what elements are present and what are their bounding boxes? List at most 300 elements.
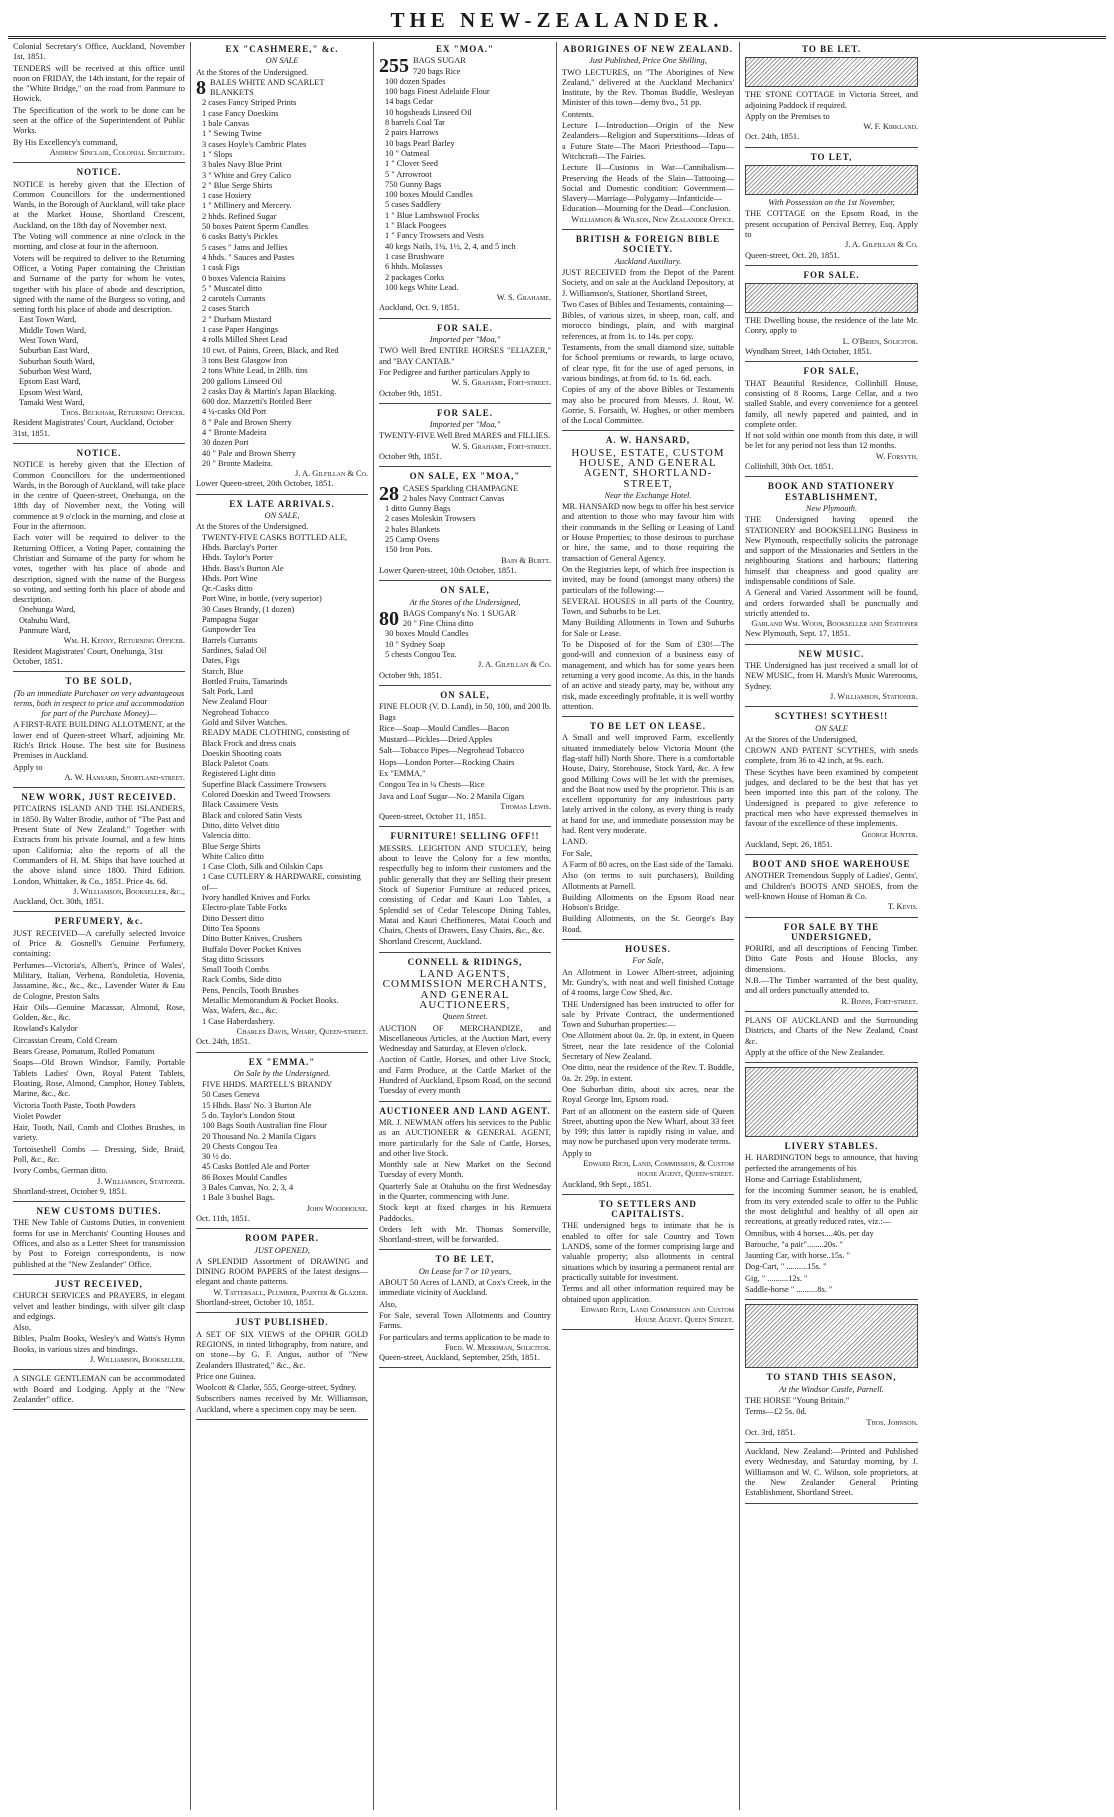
ad-heading: A. W. HANSARD, (605, 435, 691, 446)
ad-heading: BOOT AND SHOE WAREHOUSE (752, 859, 911, 870)
ad-paragraph: One Allotment about 0a. 2r. 0p. in extent, in Queen Street, near the late residence of the Colonial Secretary of New Zealand. (562, 1031, 734, 1062)
list-item: 4 rolls Milled Sheet Lead (202, 335, 288, 345)
list-item: Black Paletot Coats (202, 759, 269, 769)
ad-paragraph: MESSRS. LEIGHTON AND STUCLEY, being about to leave the Colony for a few months, respectfully beg to inform their customers and the public generally that they are Selling their present Stock of Superior Furniture at reduced prices, consisting of Cedar and Kauri Loo Tables, a Splendid set of Cedar Telescope Dining Tables, Matai and Kauri Cheffioneres, Matai Couch and Chairs, Chests of Drawers, Easy Chairs, &c., &c. (379, 843, 551, 936)
signature: T. Kevis. (887, 902, 918, 912)
ad-paragraph: Apply on the Premises to (745, 111, 830, 121)
ad-paragraph: A Small and well improved Farm, excellently situated immediately below Victoria Mount (the flag-staff hill) North Shore. There is a comfortable House, Dairy, Storehouse, Stock Yard, &c. A few good Milking Cows will be let with the premises, and the Boat now used by the proprietor. This is an excellent opportunity for any industrious party lately arrived in the colony, as every thing is ready at hand for use, and immediate possession may be had. Rent very moderate. (562, 733, 734, 836)
lot-number: 8 (196, 76, 206, 99)
advertisement (379, 957, 551, 1102)
signature: J. A. Gilfillan & Co. (295, 469, 368, 479)
list-item: 100 dozen Spades (385, 76, 446, 86)
list-item: Salt Pork, Lard (202, 687, 253, 697)
list-item: 600 doz. Mazzetti's Bottled Beer (202, 397, 312, 407)
column-2 (191, 42, 374, 1810)
lot-number: 255 (379, 55, 409, 78)
ad-subheading: On Sale by the Undersigned. (233, 1068, 331, 1078)
signature: J. Williamson, Bookseller, &c., (73, 886, 185, 896)
list-item: 1 " Slops (202, 149, 233, 159)
ad-paragraph: Terms and all other information required may be obtained upon application. (562, 1284, 734, 1304)
horse-illustration (745, 1304, 918, 1368)
ad-paragraph: Apply at the office of the New Zealander. (745, 1047, 885, 1057)
list-item: 30 Cases Brandy, (1 dozen) (202, 604, 295, 614)
cart-illustration (745, 1067, 918, 1137)
ad-paragraph: Soaps—Old Brown Windsor, Family, Portable Tablets Ladies' Own, Royal Patent Tablets, Floating, Rose, Almond, Camphor, Honey Tablets, Marine, &c., &c. (13, 1058, 185, 1099)
ad-paragraph: For particulars and terms application to be made to (379, 1332, 550, 1342)
dateline: Queen-street, Oct. 20, 1851. (745, 250, 840, 260)
list-item: 10 " Sydney Soap (385, 639, 445, 649)
advertisement (562, 944, 734, 1195)
signature: Bain & Burtt. (501, 555, 551, 565)
list-item: TWENTY-FIVE CASKS BOTTLED ALE, (202, 532, 348, 542)
ad-paragraph: TWO LECTURES, on "The Aborigines of New Zealand," delivered at the Auckland Mechanics' Institute, by the Rev. Thomas Buddle, Wesleyan Minister of this town—demy 8vo., 51 pp. (562, 67, 734, 108)
ad-subheading: Auckland Auxiliary. (614, 256, 682, 266)
ad-paragraph: THE Undersigned having opened the STATIONERY and BOOKSELLING Business in New Plymouth, respectfully solicits the patronage and support of the Missionaries and Settlers in the neighbouring Stations and harbours; flattering himself that cheapness and good quality are indispensable conditions of Sale. (745, 515, 918, 586)
signature: J. A. Gilfillan & Co. (845, 240, 918, 250)
masthead-rule (8, 36, 1106, 39)
dateline: Shortland-street, October 9, 1851. (13, 1186, 127, 1196)
advertisement (13, 792, 185, 912)
list-item: 50 Cases Geneva (202, 1090, 260, 1100)
list-item: Barrels Currants (202, 635, 258, 645)
list-item: 100 kegs White Lead. (385, 282, 459, 292)
list-item: 1 Case CUTLERY & HARDWARE, consisting of— (202, 872, 361, 892)
list-item: 5 cases " Jams and Jellies (202, 242, 288, 252)
list-item: Suburban South Ward, (19, 356, 95, 366)
column-4 (557, 42, 740, 1810)
ad-heading: EX "EMMA." (248, 1056, 316, 1067)
list-item: Black Cassimere Vests (202, 800, 279, 810)
signature: Thomas Lewis. (500, 801, 551, 811)
list-item: 1 " Fancy Trowsers and Vests (385, 231, 484, 241)
signature: Edward Rich, Land, Commission, & Custom house Agent, Queen-street. (583, 1158, 734, 1179)
list-item: 0 boxes Valencia Raisins (202, 273, 286, 283)
dateline: New Plymouth, Sept. 17, 1851. (745, 629, 851, 639)
list-item: 2 hhds. Refined Sugar (202, 211, 277, 221)
ad-paragraph: Horse and Carriage Establishment, (745, 1175, 862, 1185)
ad-paragraph: Subscribers names received by Mr. Williamson, Auckland, where a specimen copy may be seen. (196, 1394, 368, 1414)
dateline: Oct. 11th, 1851. (196, 1213, 250, 1223)
dateline: Oct. 24th, 1851. (196, 1037, 251, 1047)
ad-paragraph: LAND. (562, 837, 588, 847)
dateline: Resident Magistrates' Court, Onehunga, 31st October, 1851. (13, 646, 163, 666)
signature: Charles Davis, Wharf, Queen-street. (236, 1026, 368, 1036)
list-item: 50 boxes Patent Sperm Candles (202, 222, 309, 232)
ad-heading: NOTICE. (76, 167, 122, 178)
list-item: 2 bales Navy Contract Canvas (403, 493, 505, 503)
list-item: 1 " Black Poogees (385, 221, 447, 231)
ad-paragraph: For Sale, several Town Allotments and Country Farms. (379, 1310, 551, 1331)
cottage-illustration (745, 57, 918, 87)
signature: Andrew Sinclair, Colonial Secretary. (49, 147, 185, 157)
list-item: 2 " Durham Mustard (202, 314, 272, 324)
ad-paragraph: If not sold within one month from this date, it will be let for any period not less than 12 months. (745, 431, 918, 451)
ad-heading: ON SALE, (440, 689, 490, 700)
list-item: 10 cwt. of Paints, Green, Black, and Red (202, 345, 339, 355)
ad-paragraph: THE COTTAGE on the Epsom Road, in the present occupation of Percival Berrey, Esq. Apply to (745, 209, 918, 239)
list-item: Starch, Blue (202, 666, 244, 676)
list-item: 2 tons White Lead, in 28lb. tins (202, 366, 308, 376)
list-item: 1 " Blue Lambswool Frocks (385, 210, 480, 220)
ad-paragraph: Hair, Tooth, Nail, Comb and Clothes Brushes, in variety. (13, 1123, 185, 1143)
dateline: Oct. 3rd, 1851. (745, 1427, 796, 1437)
ad-subheading: Queen Street. (442, 1012, 488, 1022)
advertisement (196, 499, 368, 1053)
ad-paragraph: Circassian Cream, Cold Cream (13, 1035, 118, 1045)
signature: Thos. Johnson. (866, 1417, 918, 1427)
list-item: 1 case Fancy Doeskins (202, 108, 279, 118)
ad-display-line: LAND AGENTS, COMMISSION MERCHANTS, AND GENERAL AUCTIONEERS, (382, 968, 548, 1011)
ad-heading: ABORIGINES OF NEW ZEALAND. (562, 44, 734, 54)
ad-paragraph: Woolcott & Clarke, 555, George-street, Sydney. (196, 1383, 357, 1393)
ad-paragraph: Perfumes—Victoria's, Albert's, Prince of Wales', Military, Italian, Verbena, Rondoletia, Hovenia, Jassamine, &c., &c., &c., Lavender Water & Eau de Cologne, Preston Salts (13, 960, 185, 1001)
ad-subheading: New Plymouth. (805, 503, 858, 513)
ad-paragraph: H. HARDINGTON begs to announce, that having perfected the arrangements of his (745, 1153, 918, 1173)
ad-heading: CONNELL & RIDINGS, (407, 956, 523, 967)
list-item: 30 boxes Mould Candles (385, 629, 469, 639)
ad-paragraph: JUST RECEIVED from the Depot of the Parent Society, and on sale at the Auckland Depository, at J. Williamson's, Stationer, Shortland Street, (562, 267, 734, 298)
ad-paragraph: An Allotment in Lower Albert-street, adjoining Mr. Gundry's, with neat and well finished Cottage of 4 rooms, large Cow Shed, &c. (562, 967, 734, 998)
ad-paragraph: Auckland, New Zealand:—Printed and Published every Wednesday, and Saturday morning, by J. Williamson and W. C. Wilson, sole proprietors, at the New Zealander General Printing Establishment, Shortland Street. (745, 1447, 918, 1498)
list-item: 3 " White and Grey Calico (202, 170, 292, 180)
ad-paragraph: PITCAIRNS ISLAND AND THE ISLANDERS, in 1850. By Walter Brodie, author of "The Past and Present State of New Zealand." Together with Extracts from his private Journal, and a few hints upon California; also the reports of all the Commanders of H. M. Ships that have touched at the above island since 1800. Third Edition. London, Whittaker, & Co., 1851. Price 4s. 6d. (13, 804, 185, 886)
list-item: 5 " Arrowroot (385, 169, 432, 179)
ad-paragraph: Violet Powder (13, 1111, 62, 1121)
advertisement (13, 1279, 185, 1370)
list-item: Ditto, ditto Velvet ditto (202, 820, 280, 830)
ad-subheading: At the Stores of the Undersigned, (409, 597, 521, 607)
list-item: 4 hhds. " Sauces and Pastes (202, 252, 295, 262)
advertisement (562, 435, 734, 717)
ad-paragraph: A Farm of 80 acres, on the East side of the Tamaki. (562, 859, 734, 869)
advertisement (196, 1317, 368, 1420)
list-item: Colored Doeskin and Tweed Trowsers (202, 790, 331, 800)
list-item: 750 Gunny Bags (385, 179, 442, 189)
ad-paragraph: At the Stores of the Undersigned, (745, 734, 858, 744)
list-item: Pampagna Sugar (202, 615, 259, 625)
advertisement (196, 1233, 368, 1313)
dateline: Auckland, Sept. 26, 1851. (745, 839, 833, 849)
ad-paragraph: Bibles, Psalm Books, Wesley's and Watts's Hymn Books, in various sizes and bindings. (13, 1334, 185, 1354)
ad-paragraph: TENDERS will be received at this office until noon on FRIDAY, the 14th instant, for the repair of the "White Bridge," on the road from Panmure to Howick. (13, 63, 185, 104)
ad-heading: ROOM PAPER. (245, 1233, 319, 1244)
ad-paragraph: PLANS OF AUCKLAND and the Surrounding Districts, and Charts of the New Zealand, Coast &c. (745, 1015, 918, 1046)
advertisement (745, 859, 918, 917)
ad-subheading: ON SALE (265, 56, 299, 66)
signature: Williamson & Wilson, New Zealander Office. (571, 214, 734, 224)
ad-paragraph: The Specification of the work to be done can be seen at the office of the Superintendent of Public Works. (13, 105, 185, 136)
ad-paragraph: Apply to (13, 762, 43, 772)
ad-heading: ON SALE, EX "MOA," (409, 471, 521, 482)
list-item: 10 hogsheads Linseed Oil (385, 107, 472, 117)
signature: Fred. W. Merriman, Solicitor. (445, 1342, 551, 1352)
advertisement (745, 270, 918, 362)
list-item: 2 cases Starch (202, 304, 250, 314)
ad-paragraph: Orders left with Mr. Thomas Somerville, Shortland-street, will be forwarded. (379, 1224, 551, 1245)
list-item: 20 Thousand No. 2 Manila Cigars (202, 1131, 316, 1141)
list-item: Hhds. Port Wine (202, 573, 258, 583)
list-item: White Calico ditto (202, 851, 264, 861)
ad-paragraph: Price one Guinea. (196, 1371, 256, 1381)
ad-paragraph: FINE FLOUR (V. D. Land), in 50, 100, and 200 lb. Bags (379, 702, 551, 722)
list-item: 2 casks Day & Martin's Japan Blacking. (202, 386, 337, 396)
ad-subheading: JUST OPENED, (254, 1245, 310, 1255)
list-item: 2 packages Corks (385, 272, 445, 282)
advertisement (379, 1254, 551, 1368)
ad-paragraph: Mustard—Pickles—Dried Apples (379, 735, 493, 745)
signature: Thos. Beckham, Returning Officer. (61, 408, 185, 418)
dateline: Collinhill, 30th Oct. 1851. (745, 462, 834, 472)
ad-subheading: Imported per "Moa," (429, 420, 501, 430)
ad-paragraph: The Voting will commence at nine o'clock in the morning, and close at four in the afternoon. (13, 232, 185, 252)
advertisement (745, 1016, 918, 1063)
ad-heading: ON SALE, (440, 585, 490, 596)
ad-paragraph: SEVERAL HOUSES in all parts of the Country, Town, and Suburbs to be Let. (562, 596, 734, 617)
ad-heading: HOUSES. (625, 944, 671, 955)
ad-subheading: (To an immediate Purchaser on very advantageous terms, both in respect to price and accommodation for part of the Purchase Money)— (13, 688, 185, 719)
dateline: Auckland, 9th Sept., 1851. (562, 1179, 652, 1189)
ad-heading: SCYTHES! SCYTHES!! (774, 711, 889, 722)
ad-heading: TO BE LET, (435, 1254, 495, 1265)
ad-paragraph: Lecture II—Customs in War—Cannibalism—Preserving the Heads of the Slain—Tattooing—Social and Domestic condition: Government—Slavery—Marriage—Polygamy—Infanticide—Education—Mourning for the Dead—Conclusion. (562, 163, 734, 214)
ad-paragraph: NOTICE is hereby given that the Election of Common Councillors for the undermentioned Wards, in the Borough of Auckland, will take place in the centre of Queen-street, Onehunga, on the 18th day of November next, the Voting will commence at 9 o'clock in the morning, and close at Four in the afternoon. (13, 460, 185, 532)
list-item: Bottled Fruits, Tamarinds (202, 676, 288, 686)
list-item: BALES WHITE AND SCARLET BLANKETS (210, 77, 325, 98)
ad-paragraph: THE New Table of Customs Duties, in convenient forms for use in Merchants' Counting Houses and Offices, and also as a Letter Sheet for transmission by Post to Foreign correspondents, is now published at the "New Zealander" Office. (13, 1218, 185, 1269)
list-item: Metallic Memorandum & Pocket Books. (202, 996, 339, 1006)
ad-paragraph: Saddle-horse " ..........8s. " (745, 1285, 833, 1295)
list-item: Hhds. Bass's Burton Ale (202, 563, 284, 573)
list-item: Pens, Pencils, Tooth Brushes (202, 985, 299, 995)
ad-paragraph: CHURCH SERVICES and PRAYERS, in elegant velvet and leather bindings, with silver gilt clasp and edgings. (13, 1291, 185, 1321)
ad-paragraph: Gig, " ..........12s. " (745, 1273, 808, 1283)
list-item: 20 " Bronte Madeira. (202, 458, 273, 468)
signature: Edward Rich, Land Commission and Custom House Agent. Queen Street. (580, 1304, 734, 1325)
masthead: THE NEW-ZEALANDER. (390, 8, 724, 32)
signature: L. O'Brien, Solicitor. (842, 336, 918, 346)
ad-paragraph: Shortland Crescent, Auckland. (379, 937, 482, 947)
ad-paragraph: Stock kept at fixed charges in his Remuera Paddocks. (379, 1203, 551, 1223)
ad-heading: EX "CASHMERE," &c. (225, 44, 339, 54)
lot-number: 28 (379, 482, 399, 505)
ad-heading: EX LATE ARRIVALS. (229, 498, 335, 509)
ad-paragraph: Hops—London Porter—Rocking Chairs (379, 757, 515, 767)
list-item: READY MADE CLOTHING, consisting of (202, 728, 350, 738)
dateline: Lower Queen-street, 20th October, 1851. (196, 479, 334, 489)
ad-paragraph: ABOUT 50 Acres of LAND, at Cox's Creek, in the immediate vicinity of Auckland. (379, 1278, 551, 1298)
lot-number: 80 (379, 607, 399, 630)
signature: A. W. Hansard, Shortland-street. (64, 772, 185, 782)
ad-paragraph: Contents. (562, 109, 594, 119)
advertisement (13, 167, 185, 444)
ad-paragraph: Testaments, from the small diamond size, suitable for School premiums or rewards, to large octavo, of clear type, fit for the use of aged persons, in various bindings, at from 6d. to 1s. 6d. each. (562, 343, 734, 383)
ad-heading: LIVERY STABLES. (784, 1141, 879, 1152)
signature: J. Williamson, Stationer. (830, 691, 918, 701)
list-item: 1 case Paper Hangings (202, 325, 279, 335)
advertisement (562, 44, 734, 230)
list-item: Rack Combs, Side ditto (202, 975, 282, 985)
ad-paragraph: THE Undersigned has been instructed to offer for sale by Private Contract, the undermentioned Town and Suburban properties:— (562, 999, 734, 1030)
list-item: Suburban West Ward, (19, 366, 92, 376)
ad-heading: JUST PUBLISHED. (235, 1317, 329, 1328)
list-item: 40 " Pale and Brown Sherry (202, 448, 296, 458)
advertisement (13, 916, 185, 1202)
ad-paragraph: At the Stores of the Undersigned. (196, 67, 309, 77)
list-item: Doeskin Shooting coats (202, 748, 282, 758)
ad-paragraph: Monthly sale at New Market on the Second Tuesday of every Month. (379, 1160, 551, 1180)
list-item: BAGS Company's No. 1 SUGAR (403, 608, 516, 618)
ad-heading: FOR SALE BY THE UNDERSIGNED, (783, 921, 880, 942)
ad-paragraph: THE Undersigned has just received a small lot of NEW MUSIC, from H. Marsh's Music Warerooms, Sydney. (745, 661, 918, 691)
advertisement (379, 690, 551, 828)
ad-heading: JUST RECEIVED, (55, 1278, 143, 1289)
ad-heading: FOR SALE. (436, 322, 493, 333)
ad-heading: TO BE LET ON LEASE. (590, 721, 706, 732)
ad-paragraph: Omnibus, with 4 horses....40s. per day (745, 1228, 874, 1238)
signature: J. Williamson, Bookseller. (89, 1355, 185, 1365)
ad-paragraph: A SINGLE GENTLEMAN can be accommodated with Board and Lodging. Apply at the "New Zealander" office. (13, 1374, 185, 1404)
signature: John Woodhouse. (306, 1203, 368, 1213)
dateline: Queen-street, Auckland, September, 25th, 1851. (379, 1353, 540, 1363)
list-item: 10 bags Pearl Barley (385, 138, 455, 148)
list-item: Gold and Silver Watches. (202, 718, 288, 727)
ad-heading: BOOK AND STATIONERY ESTABLISHMENT, (767, 481, 896, 502)
column-1 (8, 42, 191, 1810)
ad-paragraph: Quarterly Sale at Otahuhu on the first Wednesday in the Quarter, commencing with June. (379, 1181, 551, 1201)
dateline: Resident Magistrates' Court, Auckland, October 31st, 1851. (13, 418, 174, 438)
list-item: Ivory handled Knives and Forks (202, 893, 310, 903)
advertisement (562, 234, 734, 431)
list-item: East Town Ward, (19, 315, 77, 325)
ad-heading: EX "MOA." (436, 44, 494, 54)
list-item: Buffalo Dover Pocket Knives (202, 944, 302, 954)
ad-paragraph: Colonial Secretary's Office, Auckland, November 1st, 1851. (13, 42, 185, 62)
list-item: 8 " Pale and Brown Sherry (202, 417, 292, 427)
ad-heading: NEW MUSIC. (798, 648, 865, 659)
list-item: Gunpowder Tea (202, 625, 256, 635)
list-item: 100 Bags South Australian fine Flour (202, 1121, 327, 1131)
ad-paragraph: THE HORSE "Young Britain." (745, 1395, 850, 1405)
ad-heading: FOR SALE. (436, 407, 493, 418)
list-item: 2 pairs Harrows (385, 128, 439, 138)
list-item: 1 Case Cloth, Silk and Oilskin Caps (202, 862, 323, 872)
list-item: Black and colored Satin Vests (202, 810, 302, 820)
ad-subheading: At the Windsor Castle, Parnell. (779, 1384, 884, 1394)
ad-paragraph: PORIRI, and all descriptions of Fencing Timber. Ditto Gate Posts and House Blocks, any dimensions. (745, 944, 918, 974)
list-item: 720 bags Rice (413, 66, 461, 76)
dateline: Lower Queen-street, 10th October, 1851. (379, 565, 517, 575)
ad-heading: FOR SALE, (803, 366, 860, 377)
dateline: Oct. 24th, 1851. (745, 132, 800, 142)
list-item: Small Tooth Combs (202, 965, 269, 975)
ad-paragraph: One ditto, near the residence of the Rev. T. Buddle, 0a. 2r. 29p. in extent. (562, 1063, 734, 1083)
ad-paragraph: Hair Oils—Genuine Macassar, Almond, Rose, Golden, &c., &c. (13, 1002, 185, 1023)
list-item: 5 do. Taylor's London Stout (202, 1110, 296, 1120)
list-item: 30 dozen Port (202, 438, 249, 448)
ad-paragraph: A General and Varied Assortment will be found, and orders forwarded shall be punctually and strictly attended to. (745, 588, 918, 618)
ad-paragraph: Voters will be required to deliver to the Returning Officer, a Voting Paper containing the Christian and Surname of the party for whom he votes, together with his place of abode and description, signed with the name of the Burgess so voting, and setting forth his place of abode and description. (13, 253, 185, 315)
ad-paragraph: Also, (379, 1299, 397, 1309)
list-item: Ditto Dessert ditto (202, 913, 264, 923)
list-item: Sardines, Salad Oil (202, 645, 267, 655)
ad-paragraph: Many Building Allotments in Town and Suburbs for Sale or Lease. (562, 618, 734, 638)
list-item: New Zealand Flour (202, 697, 268, 707)
list-item: Ditto Butter Knives, Crushers (202, 934, 303, 944)
signature: Wm. H. Kenny, Returning Officer. (63, 636, 185, 646)
list-item: 10 " Oatmeal (385, 148, 430, 158)
column-3 (374, 42, 557, 1810)
signature: George Hunter. (861, 829, 918, 839)
list-item: 14 bags Cedar (385, 97, 433, 107)
list-item: Otahuhu Ward, (19, 615, 70, 625)
list-item: Dates, Figs (202, 656, 240, 666)
advertisement (379, 1106, 551, 1251)
ad-subheading: Just Published, Price One Shilling, (589, 56, 707, 66)
ad-paragraph: A FIRST-RATE BUILDING ALLOTMENT, at the lower end of Queen-street Wharf, adjoining Mr. Rich's Brick House. The best site for Business Premises in Auckland. (13, 720, 185, 761)
ad-paragraph: Bears Grease, Pomatum, Rolled Pomatum (13, 1047, 155, 1057)
list-item: Blue Serge Shirts (202, 841, 261, 851)
advertisement (379, 44, 551, 319)
ad-paragraph: Bibles, of various sizes, in sheep, roan, calf, and morocco bindings, plain, and with marginal references, at from 1s. to 14s. per copy. (562, 311, 734, 341)
advertisement (745, 1304, 918, 1443)
ad-paragraph: Each voter will be required to deliver to the Returning Officer, a Voting Paper, containing the Christian and Surname of the party for whom he votes, together with his place of abode and description, signed with the name of the Burgess so voting, and setting forth his place of abode and description. (13, 533, 185, 605)
list-item: Negrohead Tobacco (202, 707, 269, 717)
list-item: 2 bales Blankets (385, 524, 440, 534)
signature: Garland Wm. Woon, Bookseller and Stationer (751, 619, 918, 629)
ad-paragraph: Lecture I—Introduction—Origin of the New Zealanders—Religion and Superstitions—Ideas of a Future State—The Maori Priesthood—Tapu—Witchcraft—The Fairies. (562, 121, 734, 161)
list-item: 1 Bale 3 bushel Bags. (202, 1193, 275, 1203)
ad-heading: NOTICE. (76, 447, 122, 458)
ad-paragraph: TWENTY-FIVE Well Bred MARES and FILLIES. (379, 431, 551, 441)
ad-heading: FURNITURE! SELLING OFF!! (390, 831, 540, 842)
ad-paragraph: ANOTHER Tremendous Supply of Ladies', Gents', and Children's BOOTS AND SHOES, from the well-known House of Homan & Co. (745, 871, 918, 901)
dateline: Auckland, Oct. 30th, 1851. (13, 897, 104, 907)
advertisement (745, 1067, 918, 1300)
ad-paragraph: N.B.—The Timber warranted of the best quality, and all orders punctually attended to. (745, 976, 918, 996)
ad-paragraph: Building Allotments on the Epsom Road near Hobson's Bridge. (562, 892, 734, 913)
ad-subheading: For Sale, (632, 956, 664, 966)
list-item: 25 Camp Ovens (385, 535, 439, 545)
ad-heading: NEW CUSTOMS DUTIES. (36, 1206, 162, 1217)
list-item: 5 " Muscatel ditto (202, 283, 262, 293)
advertisement (562, 1199, 734, 1331)
advertisement (13, 1206, 185, 1275)
ad-heading: TO STAND THIS SEASON, (766, 1372, 897, 1383)
advertisement (13, 676, 185, 788)
newspaper-columns (8, 42, 1106, 1810)
dateline: October 9th, 1851. (379, 451, 442, 461)
list-item: Suburban East Ward, (19, 346, 90, 356)
list-item: Wax, Wafers, &c., &c. (202, 1006, 278, 1016)
ad-paragraph: Ivory Combs, German ditto. (13, 1166, 108, 1176)
dateline: October 9th, 1851. (379, 670, 442, 680)
list-item: Middle Town Ward, (19, 325, 87, 335)
advertisement (196, 1057, 368, 1230)
ad-paragraph: Jaunting Car, with horse..15s. " (745, 1251, 850, 1261)
list-item: 15 Hhds. Bass' No. 3 Burton Ale (202, 1100, 312, 1110)
list-item: 1 " Millinery and Mercery. (202, 201, 292, 211)
ad-paragraph: Salt—Tobacco Pipes—Negrohead Tobacco (379, 746, 525, 756)
ad-paragraph: For Pedigree and further particulars Apply to (379, 367, 530, 377)
ad-paragraph: Terms—£2 5s. 0d. (745, 1407, 807, 1417)
list-item: Stag ditto Scissors (202, 954, 264, 964)
list-item: 1 Case Haberdashery. (202, 1016, 275, 1026)
advertisement (379, 408, 551, 467)
house-illustration (745, 165, 918, 195)
list-item: 8 barrels Coal Tar (385, 118, 445, 128)
dwelling-illustration (745, 283, 918, 313)
list-item: 1 ditto Gunny Bags (385, 504, 451, 514)
